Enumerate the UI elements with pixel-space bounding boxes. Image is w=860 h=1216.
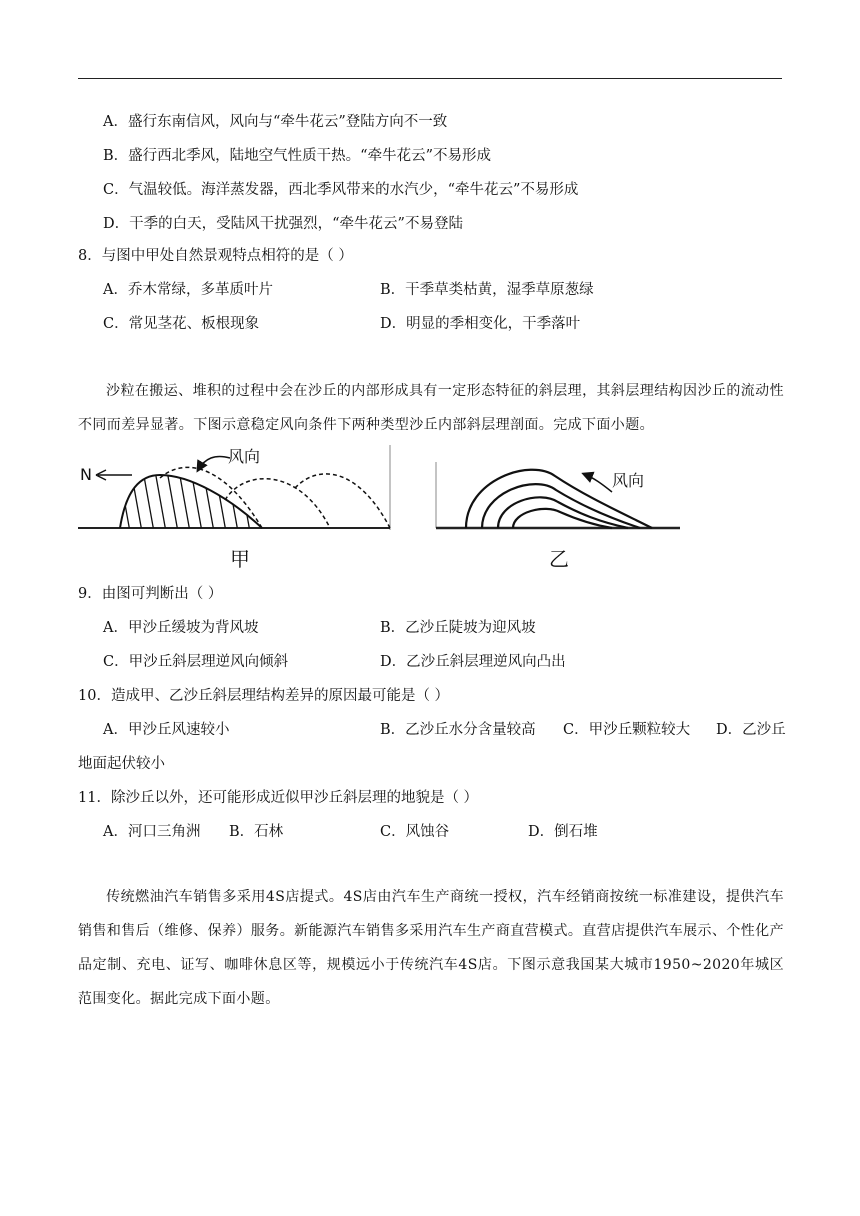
dune-jia-panel bbox=[78, 445, 390, 571]
q8-option-a: A．乔木常绿，多革质叶片 bbox=[103, 282, 273, 298]
dune-yi-layer-2 bbox=[482, 484, 640, 528]
q7-option-d: D．干季的白天，受陆风干扰强烈，“牵牛花云”不易登陆 bbox=[103, 216, 463, 232]
wind-label-yi: 风向 bbox=[612, 471, 645, 490]
q10-stem: 10．造成甲、乙沙丘斜层理结构差异的原因最可能是（ ） bbox=[78, 688, 450, 704]
header-rule bbox=[78, 78, 782, 79]
passage-sand-dunes bbox=[78, 374, 784, 442]
q9-option-b: B．乙沙丘陡坡为迎风坡 bbox=[380, 620, 536, 636]
north-label: N bbox=[80, 465, 92, 484]
q10-option-d: D．乙沙丘 bbox=[716, 722, 786, 738]
q7-option-a: A．盛行东南信风，风向与“牵牛花云”登陆方向不一致 bbox=[103, 114, 448, 130]
q10-option-c: C．甲沙丘颗粒较大 bbox=[563, 722, 691, 738]
q11-option-c: C．风蚀谷 bbox=[380, 824, 450, 840]
q10-option-d-continued: 地面起伏较小 bbox=[78, 756, 165, 772]
dune-dashed-profile-2 bbox=[225, 479, 330, 528]
q9-option-c: C．甲沙丘斜层理逆风向倾斜 bbox=[103, 654, 289, 670]
q7-option-b: B．盛行西北季风，陆地空气性质干热。“牵牛花云”不易形成 bbox=[103, 148, 491, 164]
q11-option-a: A．河口三角洲 bbox=[103, 824, 201, 840]
caption-jia: 甲 bbox=[230, 547, 250, 571]
q11-stem: 11．除沙丘以外，还可能形成近似甲沙丘斜层理的地貌是（ ） bbox=[78, 790, 479, 806]
q11-option-d: D．倒石堆 bbox=[528, 824, 598, 840]
q9-stem: 9．由图可判断出（ ） bbox=[78, 586, 223, 602]
wind-label-jia: 风向 bbox=[228, 447, 261, 466]
passage-car-sales-text: 传统燃油汽车销售多采用4S店提式。4S店由汽车生产商统一授权，汽车经销商按统一标准建设，提供汽车销售和售后（维修、保养）服务。新能源汽车销售多采用汽车生产商直营模式。直营店提供汽车展示、个性化产品定制、充电、证写、咖啡休息区等，规模远小于传统汽车4S店。下图示意我国某大城市1950~2020年城区范围变化。据此完成下面小题。 bbox=[78, 889, 784, 1007]
q10-option-a: A．甲沙丘风速较小 bbox=[103, 722, 230, 738]
wind-arrow-jia-icon bbox=[198, 457, 230, 471]
wind-arrow-yi-icon bbox=[584, 474, 612, 492]
q9-option-a: A．甲沙丘缓坡为背风坡 bbox=[103, 620, 259, 636]
dune-cross-section-figure bbox=[0, 440, 860, 575]
caption-yi: 乙 bbox=[549, 547, 569, 571]
passage-sand-dunes-text: 沙粒在搬运、堆积的过程中会在沙丘的内部形成具有一定形态特征的斜层理，其斜层理结构因沙丘的流动性不同而差异显著。下图示意稳定风向条件下两种类型沙丘内部斜层理剖面。完成下面小题。 bbox=[78, 383, 784, 433]
passage-car-sales bbox=[78, 880, 784, 1016]
dune-jia-outline bbox=[120, 475, 262, 528]
q8-option-d: D．明显的季相变化，干季落叶 bbox=[380, 316, 581, 332]
q8-option-b: B．干季草类枯黄，湿季草原葱绿 bbox=[380, 282, 594, 298]
dune-yi-panel bbox=[436, 462, 680, 571]
q9-option-d: D．乙沙丘斜层理逆风向凸出 bbox=[380, 654, 566, 670]
q8-option-c: C．常见茎花、板根现象 bbox=[103, 316, 260, 332]
north-arrow-icon bbox=[96, 470, 132, 480]
q8-stem: 8．与图中甲处自然景观特点相符的是（ ） bbox=[78, 248, 353, 264]
q11-option-b: B．石林 bbox=[229, 824, 284, 840]
dune-dashed-profile-3 bbox=[295, 474, 390, 528]
q10-option-b: B．乙沙丘水分含量较高 bbox=[380, 722, 536, 738]
q7-option-c: C．气温较低。海洋蒸发器，西北季风带来的水汽少，“牵牛花云”不易形成 bbox=[103, 182, 579, 198]
